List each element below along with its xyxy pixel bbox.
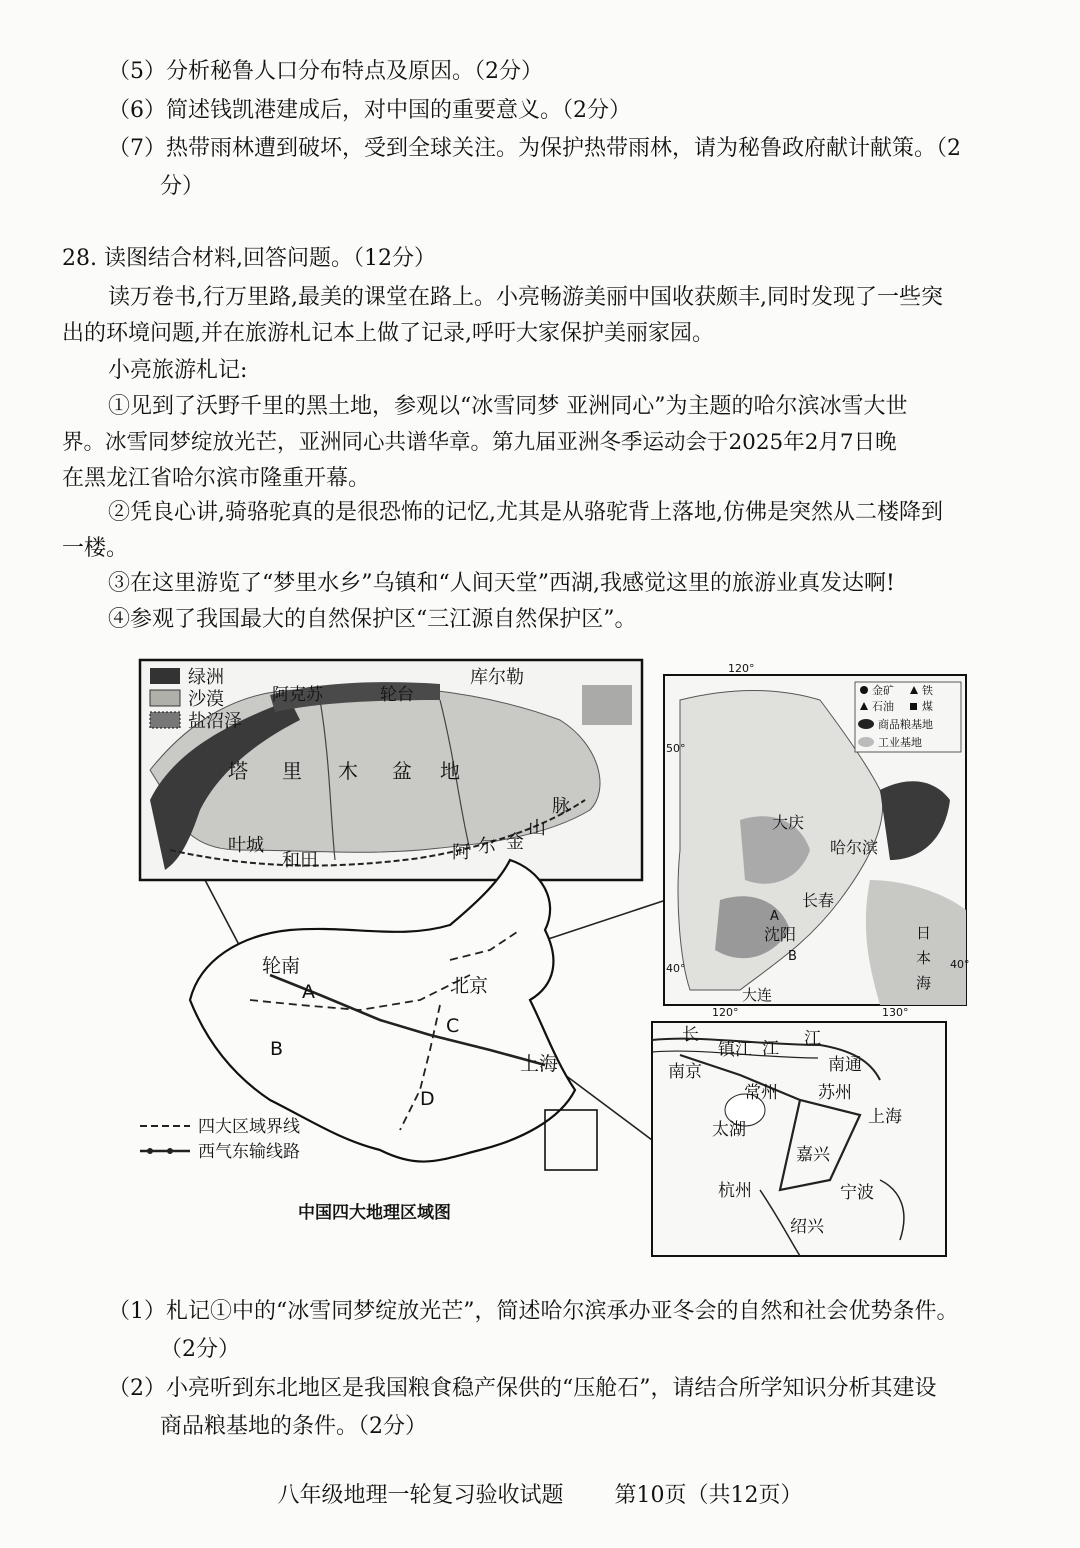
city-suzhou: 苏州 — [818, 1083, 852, 1103]
city-hotan: 和田 — [282, 850, 318, 871]
tarim-basin-map — [140, 660, 642, 880]
city-zhenjiang: 镇江 — [718, 1040, 752, 1060]
lat-40-right: 40° — [950, 958, 970, 971]
sub-question-1: （1）札记①中的“冰雪同梦绽放光芒”，简述哈尔滨承办亚冬会的自然和社会优势条件。 — [108, 1299, 959, 1324]
basin-char-4: 盆 — [392, 759, 412, 783]
basin-char-5: 地 — [440, 759, 460, 783]
city-korla: 库尔勒 — [470, 667, 524, 688]
legend-oasis: 绿洲 — [188, 667, 224, 688]
legend-oil: 石油 — [872, 700, 894, 713]
legend-gold: 金矿 — [872, 684, 894, 697]
mountain-char-2: 尔 — [478, 836, 496, 857]
ne-region-a: A — [770, 909, 779, 924]
city-changchun: 长春 — [802, 891, 835, 910]
legend-iron: 铁 — [922, 684, 933, 697]
region-b: B — [270, 1038, 284, 1060]
river-char-3: 江 — [804, 1029, 821, 1049]
lon-120-top: 120° — [728, 662, 755, 675]
china-regions-map — [140, 860, 597, 1223]
northeast-map — [664, 662, 970, 1019]
city-luntai: 轮台 — [380, 685, 414, 705]
japan-sea-char-1: 日 — [916, 924, 932, 942]
note-3: ③在这里游览了“梦里水乡”乌镇和“人间天堂”西湖,我感觉这里的旅游业真发达啊! — [108, 571, 895, 596]
notes-title: 小亮旅游札记: — [108, 358, 248, 383]
region-a: A — [302, 981, 315, 1003]
city-aksu: 阿克苏 — [272, 685, 323, 705]
note-1-line-1: ①见到了沃野千里的黑土地，参观以“冰雪同梦 亚洲同心”为主题的哈尔滨冰雪大世 — [108, 394, 908, 419]
question-7-continued: 分） — [160, 174, 205, 199]
mountain-char-1: 阿 — [452, 842, 470, 863]
note-2-line-2: 一楼。 — [62, 536, 129, 561]
legend-grain-base: 商品粮基地 — [878, 718, 933, 731]
legend-desert-swatch — [150, 690, 180, 706]
legend-desert: 沙漠 — [188, 689, 224, 710]
note-1-line-2: 界。冰雪同梦绽放光芒，亚洲同心共谱华章。第九届亚洲冬季运动会于2025年2月7日晚 — [62, 430, 897, 455]
city-nantong: 南通 — [828, 1055, 862, 1075]
sub-question-2-continued: 商品粮基地的条件。（2分） — [160, 1414, 427, 1439]
mountain-char-3: 金 — [506, 832, 524, 853]
city-changzhou: 常州 — [744, 1083, 778, 1103]
city-harbin: 哈尔滨 — [830, 838, 879, 857]
legend-oasis-swatch — [150, 668, 180, 684]
city-shaoxing: 绍兴 — [790, 1217, 824, 1237]
basin-char-2: 里 — [282, 759, 302, 783]
yangtze-delta-map — [652, 1022, 946, 1256]
q28-intro-2: 出的环境问题,并在旅游札记本上做了记录,呼吁大家保护美丽家园。 — [62, 321, 714, 346]
ne-region-b: B — [788, 949, 797, 964]
river-char-1: 长 — [682, 1025, 699, 1045]
legend-salt-marsh: 盐沼泽 — [188, 711, 242, 732]
city-nanjing: 南京 — [668, 1062, 702, 1082]
lon-130-bottom: 130° — [882, 1006, 909, 1019]
note-4: ④参观了我国最大的自然保护区“三江源自然保护区”。 — [108, 607, 637, 632]
exam-title: 八年级地理一轮复习验收试题 — [277, 1483, 564, 1508]
note-2-line-1: ②凭良心讲,骑骆驼真的是很恐怖的记忆,尤其是从骆驼背上落地,仿佛是突然从二楼降到 — [108, 500, 943, 525]
city-yecheng: 叶城 — [228, 835, 264, 856]
basin-char-3: 木 — [338, 759, 358, 783]
lat-50: 50° — [666, 742, 686, 755]
city-beijing: 北京 — [450, 975, 489, 997]
legend-gas-pipeline: 西气东输线路 — [198, 1142, 300, 1162]
legend-industrial-base: 工业基地 — [878, 736, 922, 749]
city-shanghai-inset: 上海 — [868, 1107, 902, 1127]
lake-taihu: 太湖 — [712, 1120, 746, 1140]
question-6: （6）简述钱凯港建成后，对中国的重要意义。（2分） — [108, 98, 631, 123]
japan-sea-char-3: 海 — [916, 974, 932, 992]
region-c: C — [446, 1015, 460, 1037]
city-daqing: 大庆 — [772, 813, 805, 832]
mountain-char-4: 山 — [528, 818, 546, 839]
city-shenyang: 沈阳 — [764, 925, 797, 944]
city-jiaxing: 嘉兴 — [796, 1145, 830, 1165]
japan-sea-char-2: 本 — [916, 949, 932, 967]
legend-region-boundary: 四大区域界线 — [198, 1117, 300, 1137]
china-map-title: 中国四大地理区域图 — [298, 1203, 451, 1223]
q28-intro-1: 读万卷书,行万里路,最美的课堂在路上。小亮畅游美丽中国收获颇丰,同时发现了一些突 — [108, 285, 943, 310]
city-hangzhou: 杭州 — [718, 1181, 752, 1201]
city-shanghai: 上海 — [520, 1053, 559, 1075]
legend-coal: 煤 — [922, 700, 933, 713]
page-number: 第10页（共12页） — [614, 1483, 803, 1508]
q28-header: 28. 读图结合材料,回答问题。（12分） — [62, 246, 436, 271]
question-7: （7）热带雨林遭到破坏，受到全球关注。为保护热带雨林，请为秘鲁政府献计献策。（2 — [108, 136, 961, 161]
question-5: （5）分析秘鲁人口分布特点及原因。（2分） — [108, 59, 543, 84]
legend-salt-marsh-swatch — [150, 712, 180, 728]
river-char-2: 江 — [762, 1039, 779, 1059]
basin-char-1: 塔 — [228, 759, 248, 783]
mountain-char-5: 脉 — [552, 796, 570, 817]
note-1-line-3: 在黑龙江省哈尔滨市隆重开幕。 — [62, 466, 371, 491]
region-d: D — [420, 1088, 435, 1110]
lon-120-bottom: 120° — [712, 1006, 739, 1019]
city-lunnan: 轮南 — [262, 955, 301, 977]
lat-40-left: 40° — [666, 962, 686, 975]
sub-question-1-score: （2分） — [160, 1337, 240, 1362]
city-ningbo: 宁波 — [840, 1183, 874, 1203]
city-dalian: 大连 — [742, 986, 773, 1004]
sub-question-2: （2）小亮听到东北地区是我国粮食稳产保供的“压舱石”，请结合所学知识分析其建设 — [108, 1376, 937, 1401]
page-footer — [0, 1478, 1080, 1509]
